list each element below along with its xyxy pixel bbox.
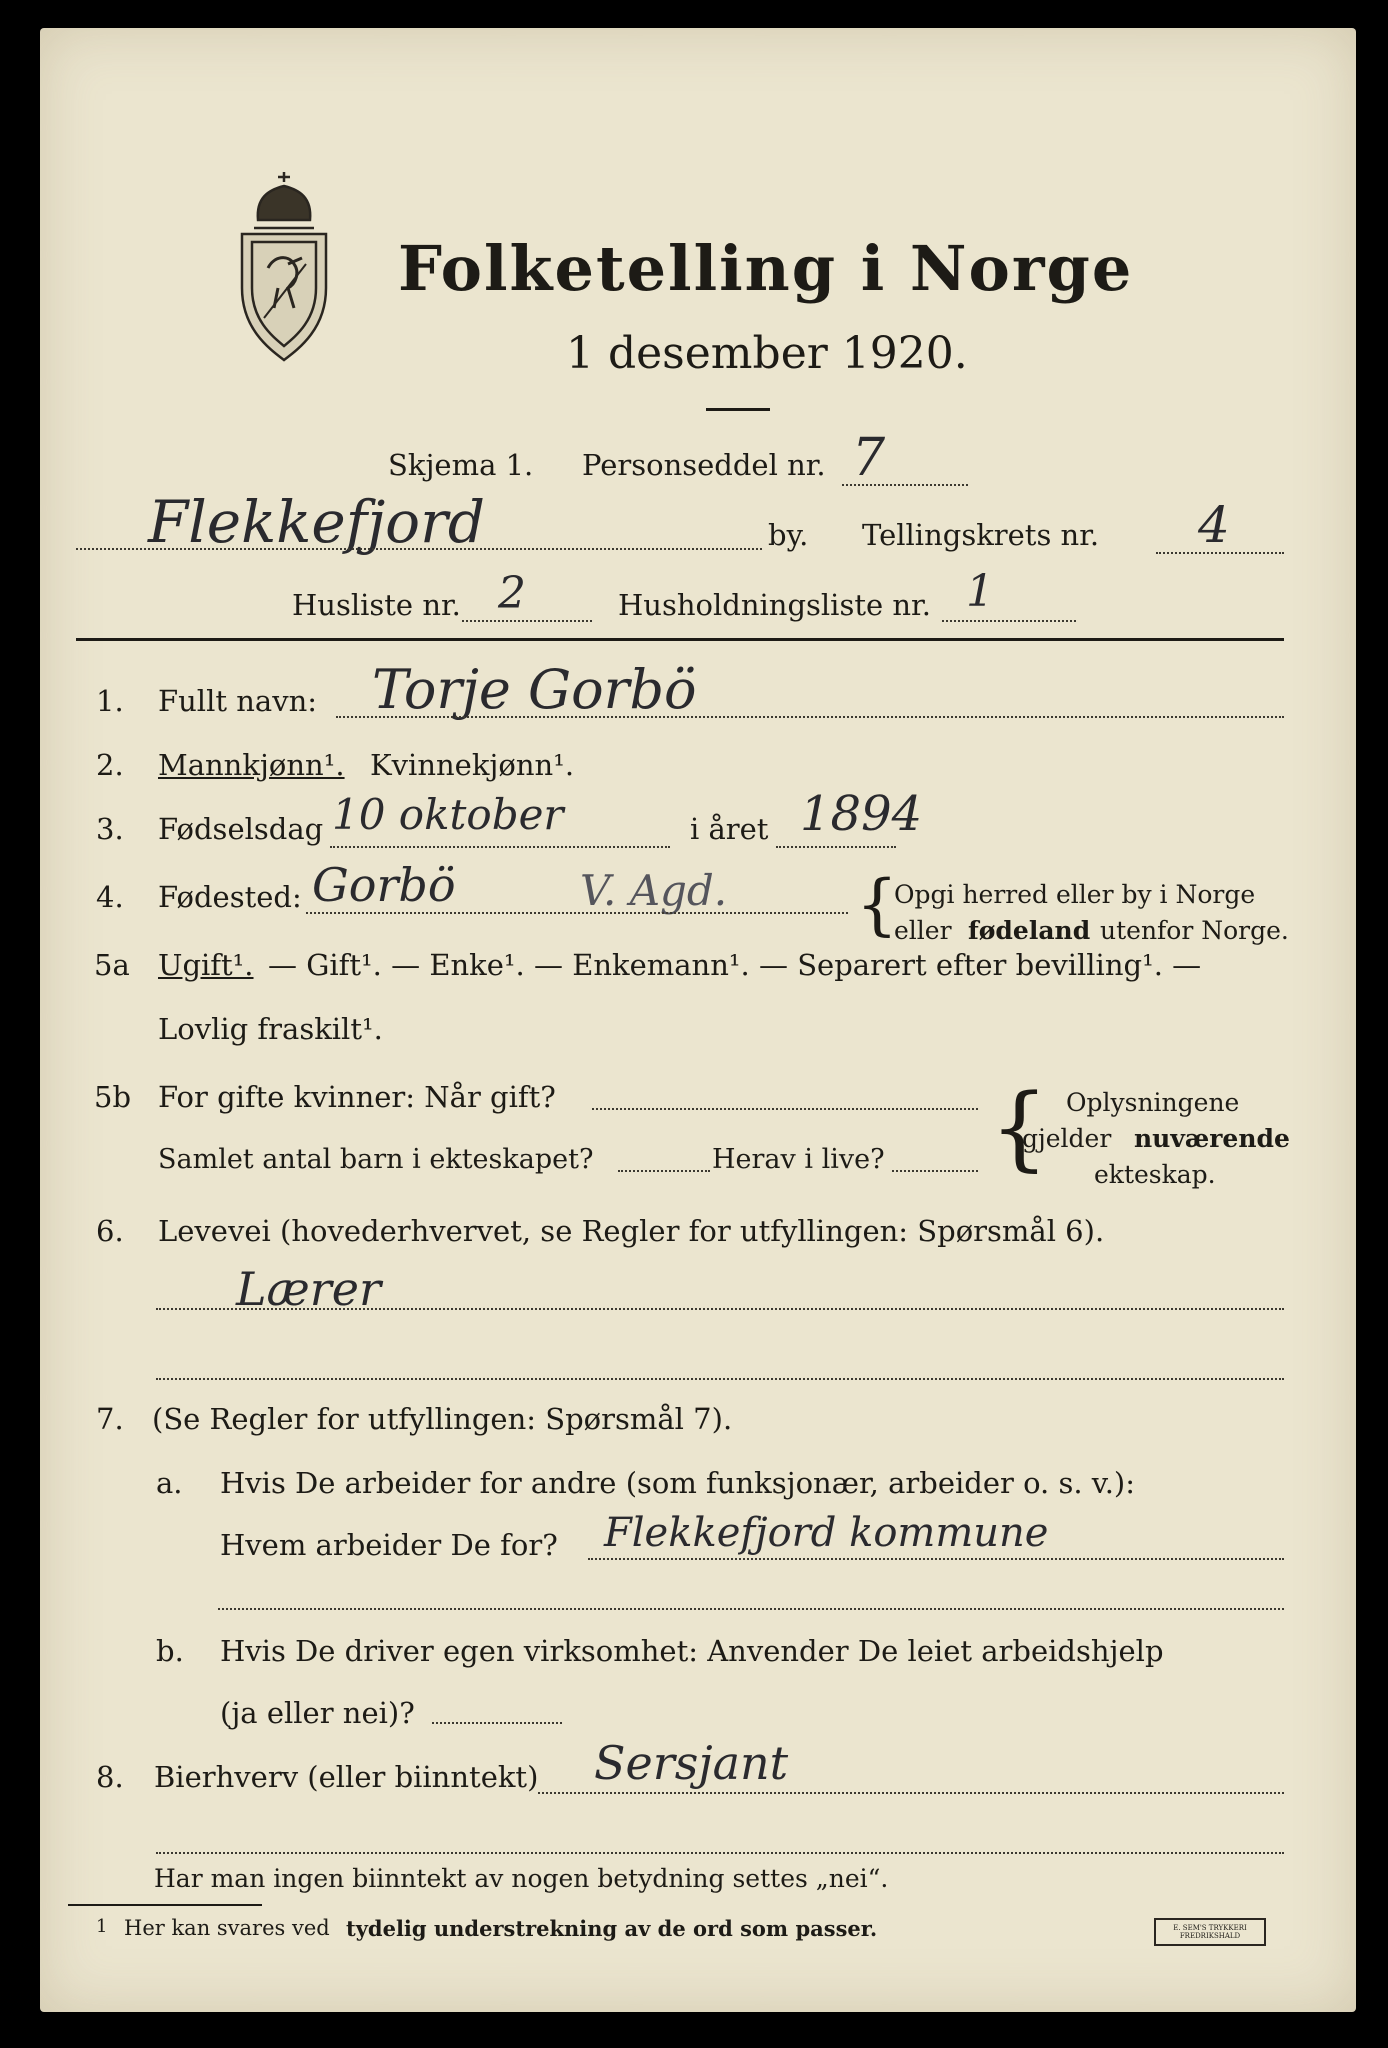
- footnote-text-b: tydelig understrekning av de ord som passer.: [346, 1916, 878, 1941]
- q5b-number: 5b: [94, 1080, 132, 1114]
- husholdning-value: 1: [966, 566, 994, 617]
- q7b-label: Hvis De driver egen virksomhet: Anvender De leiet arbeidshjelp: [220, 1634, 1164, 1668]
- tellingskrets-value: 4: [1198, 496, 1230, 554]
- q8-line2: [156, 1852, 1284, 1854]
- husliste-label: Husliste nr.: [292, 588, 461, 622]
- q5b-note-line2a: gjelder: [1022, 1124, 1112, 1153]
- q7a-label2: Hvem arbeider De for?: [220, 1528, 558, 1562]
- q4-note-line2a: eller: [894, 916, 952, 945]
- q5a-number: 5a: [94, 948, 130, 982]
- q4-line: [306, 912, 848, 914]
- q4-note-line2c: utenfor Norge.: [1100, 916, 1289, 945]
- q8-line1: [538, 1792, 1284, 1794]
- printer-stamp-text: E. SEM'S TRYKKERI FREDRIKSHALD: [1173, 1924, 1247, 1940]
- q6-label: Levevei (hovederhvervet, se Regler for utfyllingen: Spørsmål 6).: [158, 1214, 1105, 1248]
- q4-brace: {: [856, 866, 898, 943]
- place-value: Flekkefjord: [148, 488, 485, 556]
- q3-day-line: [330, 846, 670, 848]
- q6-number: 6.: [96, 1214, 124, 1248]
- form-title: Folketelling i Norge: [398, 232, 1134, 305]
- q8-value: Sersjant: [594, 1736, 789, 1790]
- q3-label: Fødselsdag: [158, 812, 324, 846]
- q3-day-value: 10 oktober: [332, 790, 564, 839]
- q5b-alive-label: Herav i live?: [712, 1144, 885, 1175]
- q7a-value: Flekkefjord kommune: [604, 1510, 1049, 1556]
- q2-male-option: Mannkjønn¹.: [158, 748, 345, 782]
- q2-number: 2.: [96, 748, 124, 782]
- footnote-text-a: Her kan svares ved: [124, 1916, 330, 1940]
- q4-note-line2b: fødeland: [968, 916, 1091, 945]
- by-label: by.: [768, 518, 809, 552]
- q5b-note-line1: Oplysningene: [1066, 1088, 1240, 1117]
- q8-label: Bierhverv (eller biinntekt): [154, 1760, 539, 1794]
- census-date: 1 desember 1920.: [566, 328, 968, 379]
- q1-value: Torje Gorbö: [372, 658, 697, 721]
- q8-number: 8.: [96, 1760, 124, 1794]
- place-line: [76, 548, 762, 550]
- q5b-alive-line: [892, 1170, 978, 1172]
- q4-number: 4.: [96, 880, 124, 914]
- q7a-label: Hvis De arbeider for andre (som funksjonær, arbeider o. s. v.):: [220, 1466, 1136, 1500]
- norway-coat-of-arms-icon: [228, 168, 340, 364]
- q5b-children-label: Samlet antal barn i ekteskapet?: [158, 1144, 594, 1175]
- q2-female-option: Kvinnekjønn¹.: [370, 748, 575, 782]
- title-divider: [706, 408, 770, 411]
- q7-label: (Se Regler for utfyllingen: Spørsmål 7).: [152, 1402, 733, 1436]
- q4-value-region: V. Agd.: [580, 866, 728, 915]
- personseddel-value: 7: [852, 428, 886, 488]
- q4-value: Gorbö: [312, 858, 456, 912]
- q5b-note-line2b: nuværende: [1134, 1124, 1290, 1153]
- husliste-line: [462, 620, 592, 622]
- q6-value: Lærer: [236, 1262, 381, 1316]
- q6-line1: [156, 1308, 1284, 1310]
- q5a-line2: Lovlig fraskilt¹.: [158, 1012, 383, 1046]
- footnote-divider: [68, 1904, 262, 1906]
- q1-number: 1.: [96, 684, 124, 718]
- husliste-value: 2: [498, 568, 526, 619]
- q5b-when-married-label: For gifte kvinner: Når gift?: [158, 1080, 556, 1114]
- q4-label: Fødested:: [158, 880, 302, 914]
- q7b-label2: (ja eller nei)?: [220, 1696, 415, 1730]
- q3-year-label: i året: [690, 812, 769, 846]
- q5a-ugift-option: Ugift¹.: [158, 948, 254, 982]
- q5b-when-married-line: [592, 1108, 978, 1110]
- q3-number: 3.: [96, 812, 124, 846]
- q5a-other-options: — Gift¹. — Enke¹. — Enkemann¹. — Separert efter bevilling¹. —: [268, 948, 1202, 982]
- husholdning-line: [942, 620, 1076, 622]
- q7a-line2: [218, 1608, 1284, 1610]
- tellingskrets-label: Tellingskrets nr.: [862, 518, 1100, 552]
- personseddel-line: [842, 484, 968, 486]
- tellingskrets-line: [1156, 552, 1284, 554]
- footer-note: Har man ingen biinntekt av nogen betydning settes „nei“.: [154, 1864, 889, 1893]
- q6-line2: [156, 1378, 1284, 1380]
- q5b-note-line3: ekteskap.: [1094, 1160, 1216, 1189]
- q1-label: Fullt navn:: [158, 684, 318, 718]
- q1-line: [336, 716, 1284, 718]
- footnote-number: 1: [96, 1916, 108, 1937]
- header-divider: [76, 638, 1284, 641]
- q3-year-line: [776, 846, 896, 848]
- q7b-letter: b.: [156, 1634, 184, 1668]
- q7b-line: [432, 1722, 562, 1724]
- q4-note-line1: Opgi herred eller by i Norge: [894, 880, 1256, 909]
- q5b-children-line: [618, 1170, 710, 1172]
- q7a-line1: [588, 1558, 1284, 1560]
- q7a-letter: a.: [156, 1466, 183, 1500]
- q3-year-value: 1894: [800, 786, 923, 842]
- husholdning-label: Husholdningsliste nr.: [618, 588, 931, 622]
- schema-label: Skjema 1.: [388, 448, 534, 482]
- personseddel-label: Personseddel nr.: [582, 448, 826, 482]
- q7-number: 7.: [96, 1402, 124, 1436]
- q5b-brace: {: [990, 1074, 1049, 1181]
- printer-stamp: [1154, 1918, 1266, 1946]
